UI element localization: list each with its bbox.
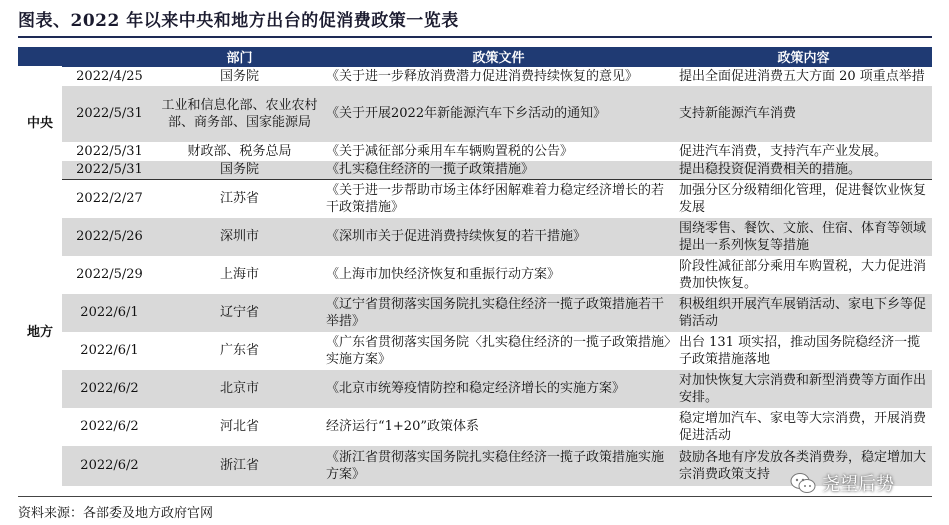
table-row [18,161,932,180]
date-cell: 2022/6/1 [62,332,157,370]
source-note: 资料来源：各部委及地方政府官网 [18,506,214,521]
policy-document-cell: 《关于进一步释放消费潜力促进消费持续恢复的意见》 [322,67,675,86]
policy-document-cell: 《扎实稳住经济的一揽子政策措施》 [322,161,675,180]
policy-content-cell: 加强分区分级精细化管理，促进餐饮业恢复发展 [675,180,932,218]
policy-content-cell: 鼓励各地有序发放各类消费券，稳定增加大宗消费政策支持 [675,446,932,486]
department-cell: 浙江省 [157,446,322,486]
date-cell: 2022/5/29 [62,256,157,294]
department-cell: 广东省 [157,332,322,370]
department-cell: 北京市 [157,370,322,408]
policy-document-cell: 《关于开展2022年新能源汽车下乡活动的通知》 [322,86,675,142]
policy-content-cell: 围绕零售、餐饮、文旅、住宿、体育等领域提出一系列恢复等措施 [675,218,932,256]
date-cell: 2022/5/26 [62,218,157,256]
date-cell: 2022/2/27 [62,180,157,218]
policy-content-cell: 提出全面促进消费五大方面 20 项重点举措 [675,67,932,86]
department-cell: 财政部、税务总局 [157,142,322,161]
policy-document-cell: 《广东省贯彻落实国务院〈扎实稳住经济的一揽子政策措施〉实施方案》 [322,332,675,370]
table-row [18,67,932,86]
region-label-central: 中央 [18,67,62,180]
table-row [18,408,932,446]
date-cell: 2022/6/2 [62,370,157,408]
policy-content-cell: 促进汽车消费，支持汽车产业发展。 [675,142,932,161]
region-label-local: 地方 [18,180,62,486]
date-cell: 2022/5/31 [62,161,157,180]
department-cell: 上海市 [157,256,322,294]
table-row [18,180,932,218]
policy-table [18,47,932,486]
watermark-text: 尧望后势 [822,474,894,495]
header-blank [18,47,62,67]
watermark [790,470,894,496]
department-cell: 工业和信息化部、农业农村部、商务部、国家能源局 [157,86,322,142]
policy-document-cell: 《浙江省贯彻落实国务院扎实稳住经济一揽子政策措施实施方案》 [322,446,675,486]
policy-content-cell: 稳定增加汽车、家电等大宗消费，开展消费促进活动 [675,408,932,446]
table-row [18,332,932,370]
table-row [18,370,932,408]
date-cell: 2022/4/25 [62,67,157,86]
table-row [18,86,932,142]
table-header-row [18,47,932,67]
policy-document-cell: 《关于进一步帮助市场主体纾困解难着力稳定经济增长的若干政策措施》 [322,180,675,218]
date-cell: 2022/5/31 [62,142,157,161]
policy-document-cell: 经济运行“1+20”政策体系 [322,408,675,446]
policy-document-cell: 《关于减征部分乘用车车辆购置税的公告》 [322,142,675,161]
department-cell: 辽宁省 [157,294,322,332]
policy-document-cell: 《北京市统筹疫情防控和稳定经济增长的实施方案》 [322,370,675,408]
department-cell: 江苏省 [157,180,322,218]
page-title: 图表、2022 年以来中央和地方出台的促消费政策一览表 [18,11,459,31]
date-cell: 2022/6/2 [62,446,157,486]
policy-content-cell: 出台 131 项实招，推动国务院稳经济一揽子政策措施落地 [675,332,932,370]
policy-document-cell: 《辽宁省贯彻落实国务院扎实稳住经济一揽子政策措施若干举措》 [322,294,675,332]
policy-content-cell: 阶段性减征部分乘用车购置税，大力促进消费加快恢复。 [675,256,932,294]
department-cell: 国务院 [157,161,322,180]
table-row [18,294,932,332]
footer-divider [18,496,932,497]
header-policy-document: 政策文件 [322,47,675,67]
policy-content-cell: 提出稳投资促消费相关的措施。 [675,161,932,180]
date-cell: 2022/6/2 [62,408,157,446]
department-cell: 深圳市 [157,218,322,256]
header-blank [62,47,157,67]
policy-document-cell: 《上海市加快经济恢复和重振行动方案》 [322,256,675,294]
header-policy-content: 政策内容 [675,47,932,67]
table-row [18,256,932,294]
table-row [18,142,932,161]
date-cell: 2022/5/31 [62,86,157,142]
wechat-icon [790,472,816,494]
policy-content-cell: 支持新能源汽车消费 [675,86,932,142]
department-cell: 河北省 [157,408,322,446]
policy-content-cell: 积极组织开展汽车展销活动、家电下乡等促销活动 [675,294,932,332]
date-cell: 2022/6/1 [62,294,157,332]
title-divider [18,36,932,38]
table-row [18,218,932,256]
header-department: 部门 [157,47,322,67]
policy-content-cell: 对加快恢复大宗消费和新型消费等方面作出安排。 [675,370,932,408]
policy-document-cell: 《深圳市关于促进消费持续恢复的若干措施》 [322,218,675,256]
department-cell: 国务院 [157,67,322,86]
